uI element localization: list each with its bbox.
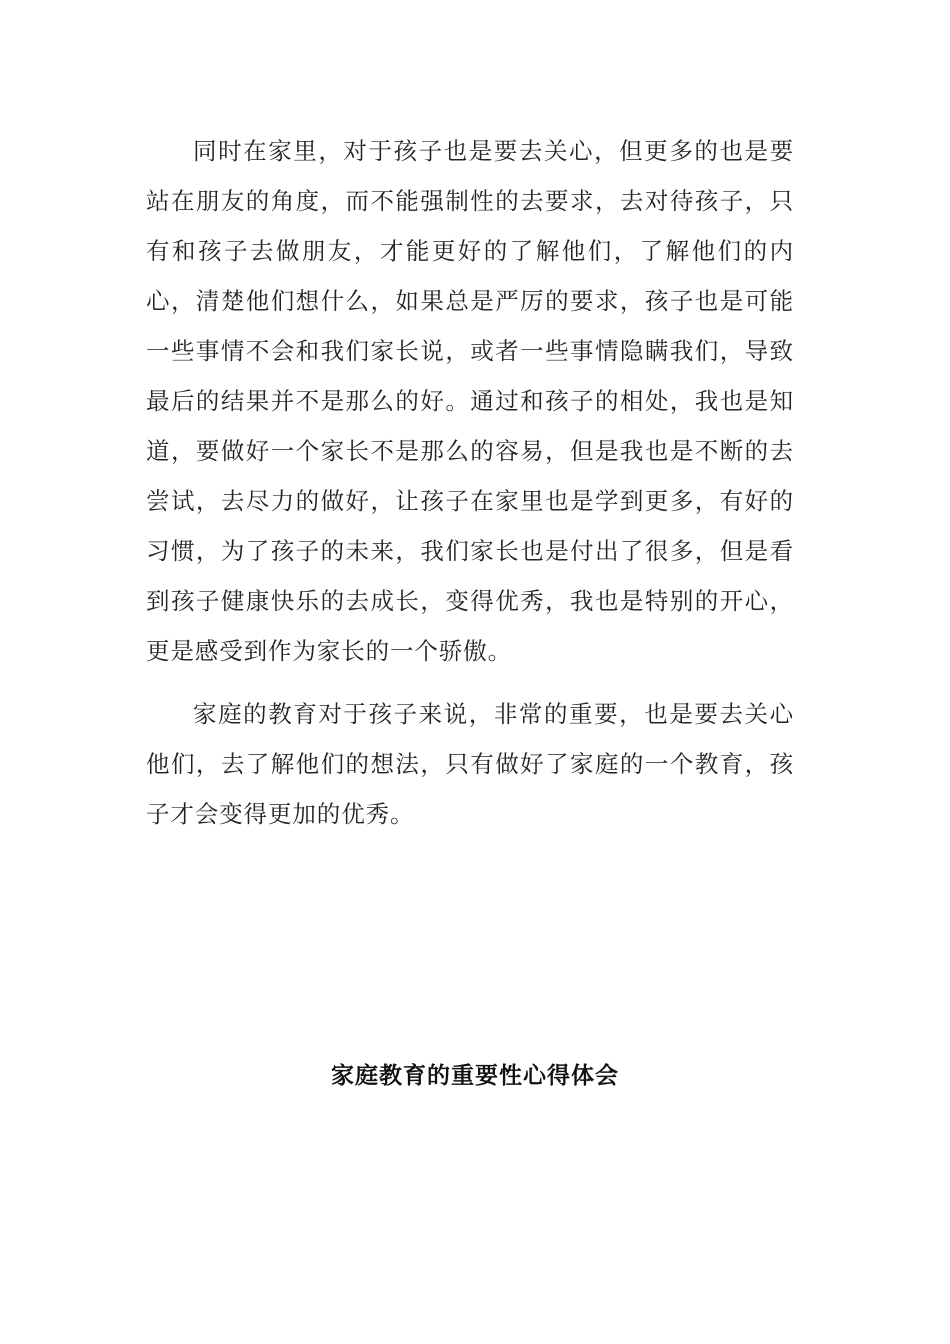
paragraph-1-text: 同时在家里，对于孩子也是要去关心，但更多的也是要站在朋友的角度，而不能强制性的去要求，去对待孩子，只有和孩子去做朋友，才能更好的了解他们，了解他们的内心，清楚他们想什么，如果总是严厉的要求，孩子也是可能一些事情不会和我们家长说，或者一些事情隐瞒我们，导致最后的结果并不是那么的好。通过和孩子的相处，我也是知道，要做好一个家长不是那么的容易，但是我也是不断的去尝试，去尽力的做好，让孩子在家里也是学到更多，有好的习惯，为了孩子的未来，我们家长也是付出了很多，但是看到孩子健康快乐的去成长，变得优秀，我也是特别的开心，更是感受到作为家长的一个骄傲。 [146, 137, 794, 665]
paragraph-1 [146, 126, 794, 676]
paragraph-2-text: 家庭的教育对于孩子来说，非常的重要，也是要去关心他们，去了解他们的想法，只有做好了家庭的一个教育，孩子才会变得更加的优秀。 [146, 700, 794, 828]
section-title: 家庭教育的重要性心得体会 [331, 1063, 619, 1089]
paragraph-2 [146, 689, 794, 839]
